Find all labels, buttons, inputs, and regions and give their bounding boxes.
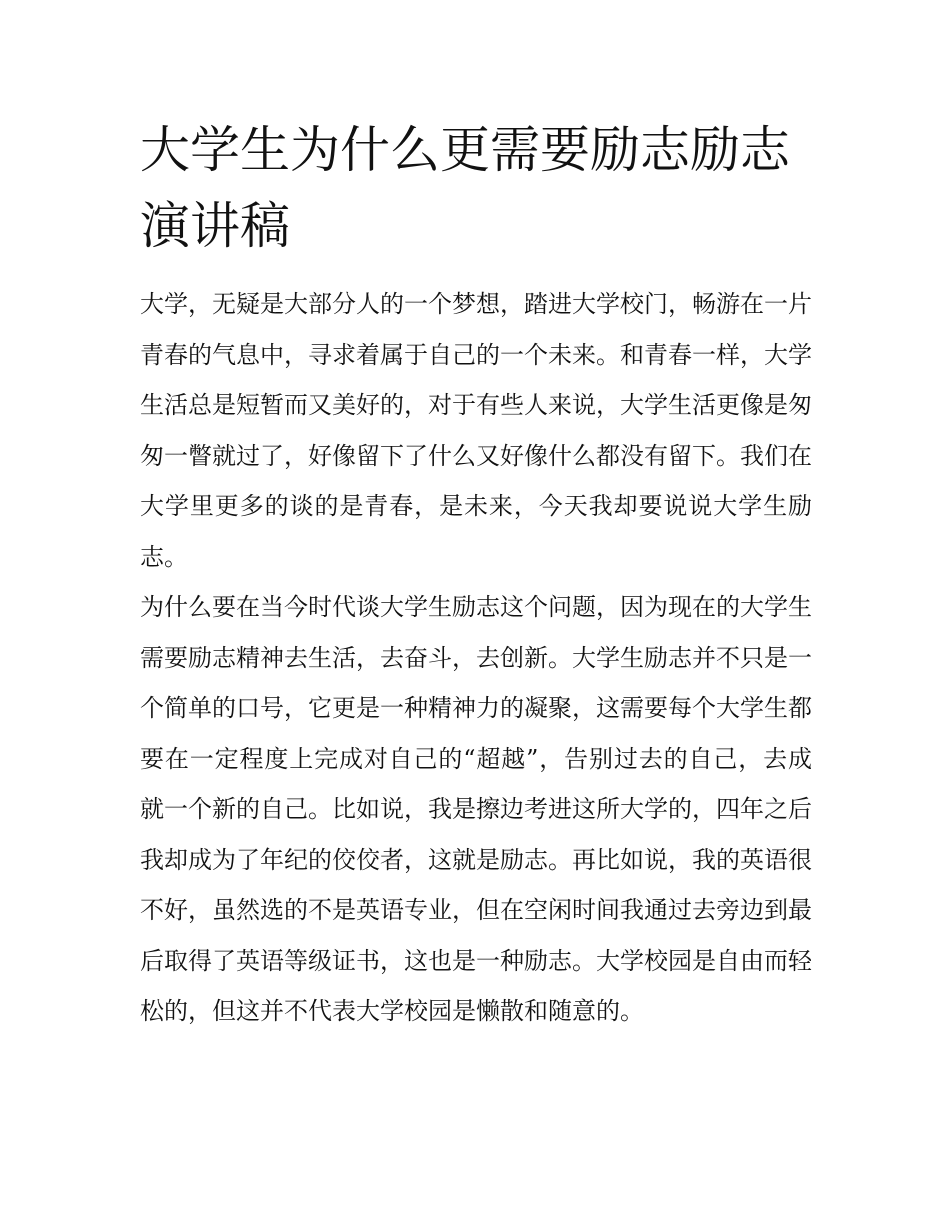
paragraph-2: 为什么要在当今时代谈大学生励志这个问题，因为现在的大学生需要励志精神去生活，去奋斗，去创新。大学生励志并不只是一个简单的口号，它更是一种精神力的凝聚，这需要每个大学生都要在一定程度上完成对自己的“超越”，告别过去的自己，去成就一个新的自己。比如说，我是擦边考进这所大学的，四年之后我却成为了年纪的佼佼者，这就是励志。再比如说，我的英语很不好，虽然选的不是英语专业，但在空闲时间我通过去旁边到最后取得了英语等级证书，这也是一种励志。大学校园是自由而轻松的，但这并不代表大学校园是懒散和随意的。	[140, 593, 812, 1025]
paragraph-1: 大学，无疑是大部分人的一个梦想，踏进大学校门，畅游在一片青春的气息中，寻求着属于自己的一个未来。和青春一样，大学生活总是短暂而又美好的，对于有些人来说，大学生活更像是匆匆一瞥就过了，好像留下了什么又好像什么都没有留下。我们在大学里更多的谈的是青春，是未来，今天我却要说说大学生励志。	[140, 290, 812, 571]
document-body	[140, 279, 812, 1037]
document-title: 大学生为什么更需要励志励志演讲稿	[140, 121, 790, 255]
